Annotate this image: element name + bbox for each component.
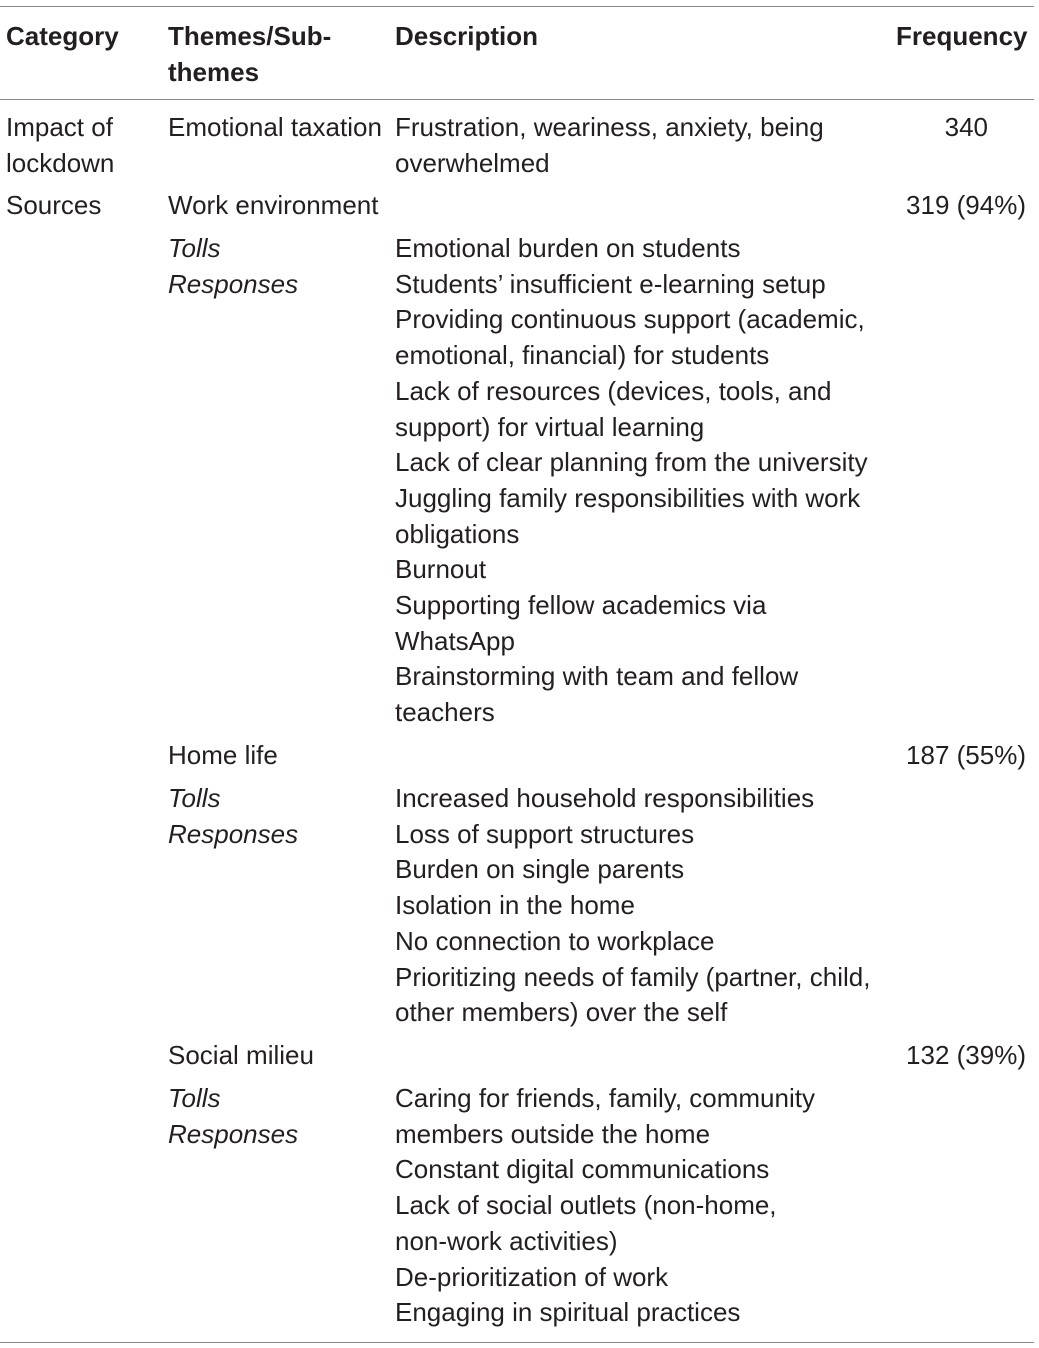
list-item: Juggling family responsibilities with work xyxy=(395,482,861,513)
list-item: Isolation in the home xyxy=(395,890,635,921)
row-impact-category-line1: Impact of xyxy=(6,112,113,142)
list-item: De-prioritization of work xyxy=(395,1261,669,1292)
list-item: obligations xyxy=(395,518,520,549)
list-item: Burden on single parents xyxy=(395,854,685,885)
list-item: other members) over the self xyxy=(395,997,728,1028)
row-social-theme: Social milieu xyxy=(168,1040,314,1070)
row-social-subthemes xyxy=(168,1081,298,1152)
row-home-responses: Responses xyxy=(168,818,299,849)
list-item: emotional, financial) for students xyxy=(395,340,770,371)
table-bottom-rule xyxy=(0,1342,1034,1343)
row-home-description xyxy=(395,781,870,1031)
list-item: Students’ insufficient e-learning setup xyxy=(395,268,826,299)
row-work-responses: Responses xyxy=(168,268,299,299)
row-social-description xyxy=(395,1081,815,1331)
list-item: Loss of support structures xyxy=(395,818,695,849)
row-work-theme: Work environment xyxy=(168,190,379,220)
list-item: support) for virtual learning xyxy=(395,411,705,442)
list-item: Supporting fellow academics via xyxy=(395,590,767,621)
list-item: Emotional burden on students xyxy=(395,233,741,263)
list-item: WhatsApp xyxy=(395,625,515,656)
row-home-subthemes xyxy=(168,781,298,852)
list-item: Lack of resources (devices, tools, and xyxy=(395,375,832,406)
row-work-frequency: 319 (94%) xyxy=(906,190,1026,220)
list-item: Constant digital communications xyxy=(395,1154,770,1185)
row-impact-desc-line2: overwhelmed xyxy=(395,147,550,178)
header-description: Description xyxy=(395,21,539,51)
list-item: Prioritizing needs of family (partner, child, xyxy=(395,961,871,992)
header-bottom-rule xyxy=(0,99,1034,100)
header-themes-line2: themes xyxy=(168,57,260,87)
header-frequency: Frequency xyxy=(896,21,1028,51)
row-work-tolls: Tolls xyxy=(168,233,221,263)
row-home-theme: Home life xyxy=(168,740,278,770)
row-home-frequency: 187 (55%) xyxy=(906,740,1026,770)
row-sources-category: Sources xyxy=(6,190,102,220)
list-item: Caring for friends, family, community xyxy=(395,1083,815,1113)
list-item: teachers xyxy=(395,697,495,728)
table-top-rule xyxy=(0,6,1034,7)
list-item: Lack of clear planning from the university xyxy=(395,447,868,478)
list-item: Lack of social outlets (non-home, xyxy=(395,1190,777,1221)
row-impact-category-line2: lockdown xyxy=(6,147,115,178)
row-work-description xyxy=(395,231,868,731)
row-impact-desc-line1: Frustration, weariness, anxiety, being xyxy=(395,112,824,142)
row-impact-theme: Emotional taxation xyxy=(168,112,382,142)
row-impact-category xyxy=(6,110,114,181)
row-work-subthemes xyxy=(168,231,298,302)
row-home-tolls: Tolls xyxy=(168,783,221,813)
list-item: members outside the home xyxy=(395,1118,711,1149)
row-impact-frequency: 340 xyxy=(944,112,988,142)
header-themes xyxy=(168,18,331,90)
header-themes-line1: Themes/Sub- xyxy=(168,21,332,51)
list-item: Burnout xyxy=(395,554,487,585)
list-item: No connection to workplace xyxy=(395,925,715,956)
list-item: Brainstorming with team and fellow xyxy=(395,661,799,692)
list-item: non-work activities) xyxy=(395,1225,618,1256)
header-category: Category xyxy=(6,21,119,51)
row-social-tolls: Tolls xyxy=(168,1083,221,1113)
row-impact-description xyxy=(395,110,824,181)
list-item: Engaging in spiritual practices xyxy=(395,1297,741,1328)
list-item: Providing continuous support (academic, xyxy=(395,304,865,335)
row-social-responses: Responses xyxy=(168,1118,299,1149)
list-item: Increased household responsibilities xyxy=(395,783,815,813)
row-social-frequency: 132 (39%) xyxy=(906,1040,1026,1070)
